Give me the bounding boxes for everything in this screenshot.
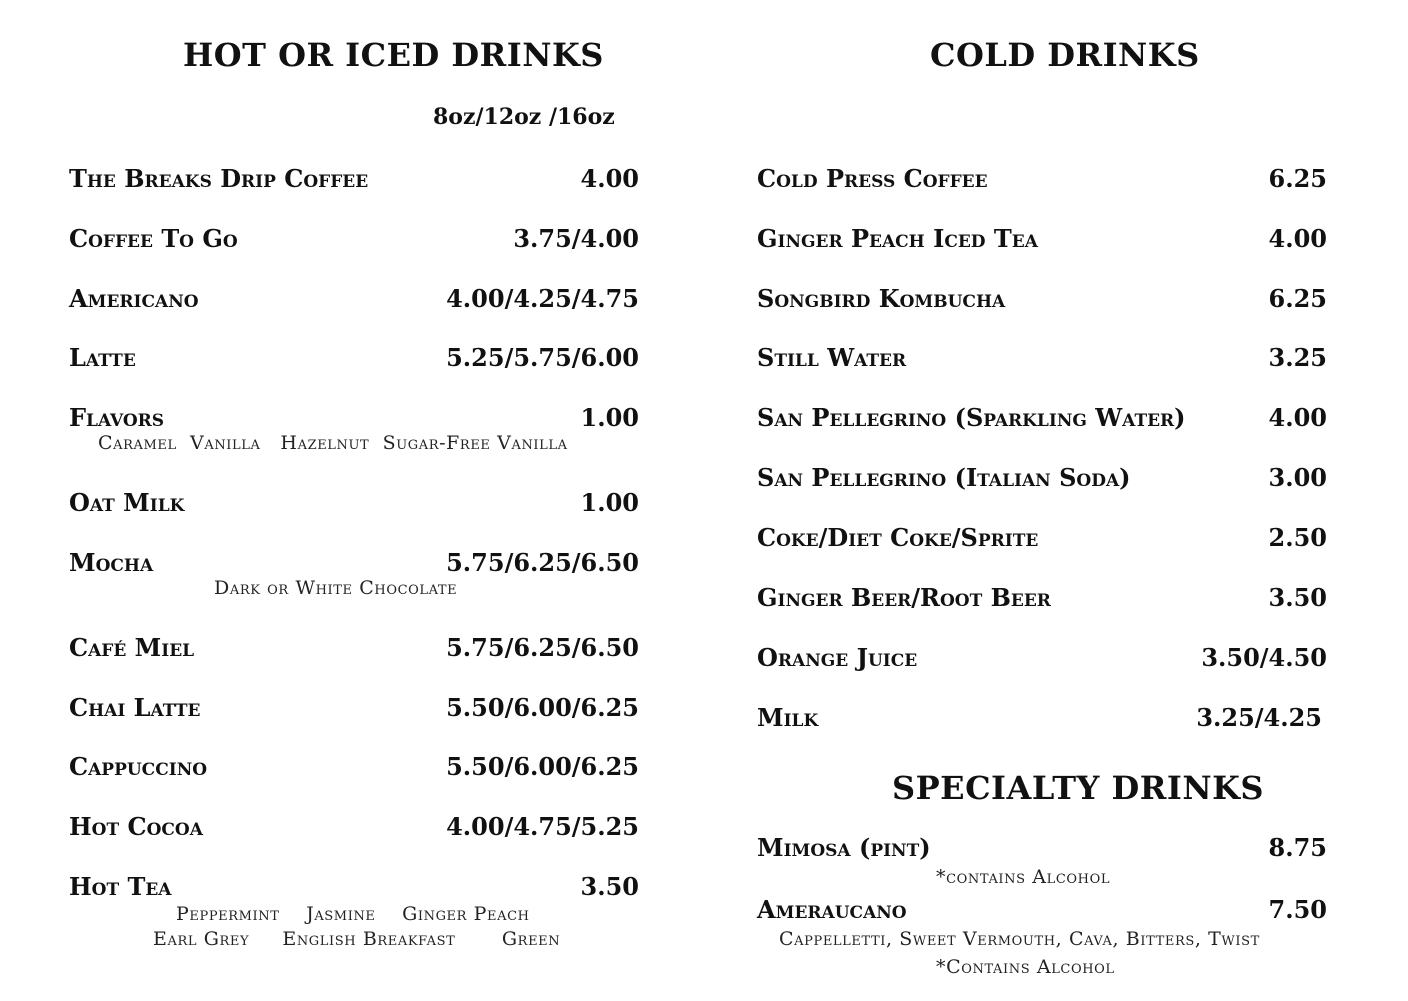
menu-item [757,703,1322,733]
item-name: San Pellegrino (Sparkling Water) [757,403,1186,432]
item-price: 5.50/6.00/6.25 [446,752,639,781]
item-name: Latte [69,343,136,372]
item-name: Coffee To Go [69,224,238,253]
item-name: Flavors [69,403,165,432]
item-price: 3.50 [1268,583,1327,612]
menu-item [69,693,639,723]
menu-item [757,895,1327,925]
menu-item [757,164,1327,194]
menu-item [757,343,1327,373]
menu-item [757,284,1327,314]
item-name: Hot Cocoa [69,812,203,841]
item-price: 4.00/4.25/4.75 [446,284,639,313]
item-price: 4.00 [1268,224,1327,253]
item-note: Dark or White Chocolate [214,577,458,599]
menu-item [69,872,639,902]
item-price: 1.00 [580,403,639,432]
item-name: Mocha [69,548,154,577]
item-name: Americano [69,284,199,313]
item-name: Ginger Peach Iced Tea [757,224,1038,253]
item-name: Cold Press Coffee [757,164,988,193]
item-name: Still Water [757,343,907,372]
item-price: 3.25/4.25 [1196,703,1322,732]
item-name: Cappuccino [69,752,208,781]
item-note: Cappelletti, Sweet Vermouth, Cava, Bitters, Twist [779,928,1260,950]
item-note: Earl Grey English Breakfast Green [153,928,561,950]
item-price: 4.00 [1268,403,1327,432]
item-price: 3.75/4.00 [513,224,639,253]
item-name: Hot Tea [69,872,172,901]
item-price: 5.75/6.25/6.50 [446,548,639,577]
menu-item [69,224,639,254]
menu-item [69,284,639,314]
menu-item [757,463,1327,493]
menu-item [69,633,639,663]
menu-item [757,583,1327,613]
menu-item [757,523,1327,553]
item-name: Coke/Diet Coke/Sprite [757,523,1039,552]
item-name: Milk [757,703,819,732]
item-name: Café Miel [69,633,195,662]
menu-item [69,403,639,433]
menu-item [757,643,1327,673]
item-price: 5.75/6.25/6.50 [446,633,639,662]
alcohol-note: *contains Alcohol [936,866,1111,888]
item-note: Caramel Vanilla Hazelnut Sugar-Free Vanilla [98,432,568,454]
item-name: Songbird Kombucha [757,284,1006,313]
item-name: Mimosa (pint) [757,833,931,862]
specialty-section-title: SPECIALTY DRINKS [892,769,1264,807]
item-name: Ginger Beer/Root Beer [757,583,1051,612]
alcohol-note: *Contains Alcohol [936,956,1115,978]
item-price: 3.50/4.50 [1201,643,1327,672]
item-name: The Breaks Drip Coffee [69,164,369,193]
item-price: 1.00 [580,488,639,517]
menu-item [69,343,639,373]
menu-item [69,164,639,194]
item-name: San Pellegrino (Italian Soda) [757,463,1131,492]
item-price: 3.25 [1268,343,1327,372]
item-price: 7.50 [1268,895,1327,924]
item-price: 2.50 [1268,523,1327,552]
menu-item [69,752,639,782]
item-price: 5.50/6.00/6.25 [446,693,639,722]
item-name: Orange Juice [757,643,918,672]
item-note: Peppermint Jasmine Ginger Peach [176,903,530,925]
item-price: 4.00 [580,164,639,193]
item-price: 5.25/5.75/6.00 [446,343,639,372]
menu-item [757,833,1327,863]
menu-item [757,403,1327,433]
item-name: Oat Milk [69,488,185,517]
item-price: 6.25 [1268,284,1327,313]
item-name: Ameraucano [757,895,907,924]
menu-item [69,488,639,518]
menu-item [69,548,639,578]
item-price: 8.75 [1268,833,1327,862]
item-price: 3.00 [1268,463,1327,492]
cold-section-title: COLD DRINKS [930,36,1200,74]
menu-item [757,224,1327,254]
item-price: 4.00/4.75/5.25 [446,812,639,841]
menu-item [69,812,639,842]
item-name: Chai Latte [69,693,201,722]
item-price: 3.50 [580,872,639,901]
hot-section-title: HOT OR ICED DRINKS [183,36,604,74]
size-header: 8oz/12oz /16oz [433,104,615,130]
item-price: 6.25 [1268,164,1327,193]
